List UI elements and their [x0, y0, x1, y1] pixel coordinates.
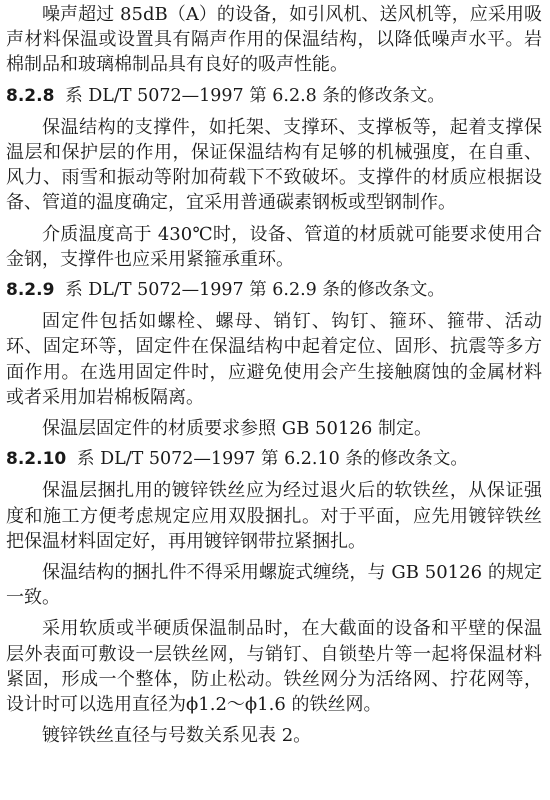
section-number: 8.2.10 [6, 449, 67, 470]
paragraph-wire-mesh: 采用软质或半硬质保温制品时，在大截面的设备和平壁的保温层外表面可敷设一层铁丝网，与销钉、自锁垫片等一起将保温材料紧固，形成一个整体，防止松动。铁丝网分为活络网、拧花网等，设计时可以选用直径为ϕ1.2～ϕ1.6 的铁丝网。 [6, 618, 542, 716]
paragraph-binding-wire: 保温层捆扎用的镀锌铁丝应为经过退火后的软铁丝，从保证强度和施工方便考虑规定应用双股捆扎。对于平面，应先用镀锌铁丝把保温材料固定好，再用镀锌钢带拉紧捆扎。 [6, 480, 542, 552]
section-number: 8.2.9 [6, 280, 55, 301]
paragraph-noise: 噪声超过 85dB（A）的设备，如引风机、送风机等，应采用吸声材料保温或设置具有隔声作用的保温结构，以降低噪声水平。岩棉制品和玻璃棉制品具有良好的吸声性能。 [6, 4, 542, 76]
section-heading-8-2-9 [6, 278, 542, 303]
section-heading-text: 系 DL/T 5072—1997 第 6.2.9 条的修改条文。 [65, 280, 445, 301]
paragraph-table-ref: 镀锌铁丝直径与号数关系见表 2。 [42, 725, 312, 747]
section-heading-8-2-10 [6, 447, 542, 472]
section-heading-text: 系 DL/T 5072—1997 第 6.2.8 条的修改条文。 [65, 85, 445, 106]
paragraph-no-spiral: 保温结构的捆扎件不得采用螺旋式缠绕，与 GB 50126 的规定一致。 [6, 562, 542, 609]
paragraph-alloy: 介质温度高于 430℃时，设备、管道的材质就可能要求使用合金钢，支撑件也应采用紧箍承重环。 [6, 223, 542, 270]
section-number: 8.2.8 [6, 85, 55, 106]
section-heading-8-2-8 [6, 84, 542, 109]
paragraph-fasteners: 固定件包括如螺栓、螺母、销钉、钩钉、箍环、箍带、活动环、固定环等，固定件在保温结构中起着定位、固形、抗震等多方面作用。在选用固定件时，应避免使用会产生接触腐蚀的金属材料或者采用加岩棉板隔离。 [6, 311, 542, 408]
section-heading-text: 系 DL/T 5072—1997 第 6.2.10 条的修改条文。 [77, 449, 468, 470]
paragraph-fastener-material: 保温层固定件的材质要求参照 GB 50126 制定。 [42, 418, 433, 440]
paragraph-support: 保温结构的支撑件，如托架、支撑环、支撑板等，起着支撑保温层和保护层的作用，保证保温结构有足够的机械强度，在自重、风力、雨雪和振动等附加荷载下不致破坏。支撑件的材质应根据设备、管道的温度确定，宜采用普通碳素钢板或型钢制作。 [6, 116, 542, 214]
